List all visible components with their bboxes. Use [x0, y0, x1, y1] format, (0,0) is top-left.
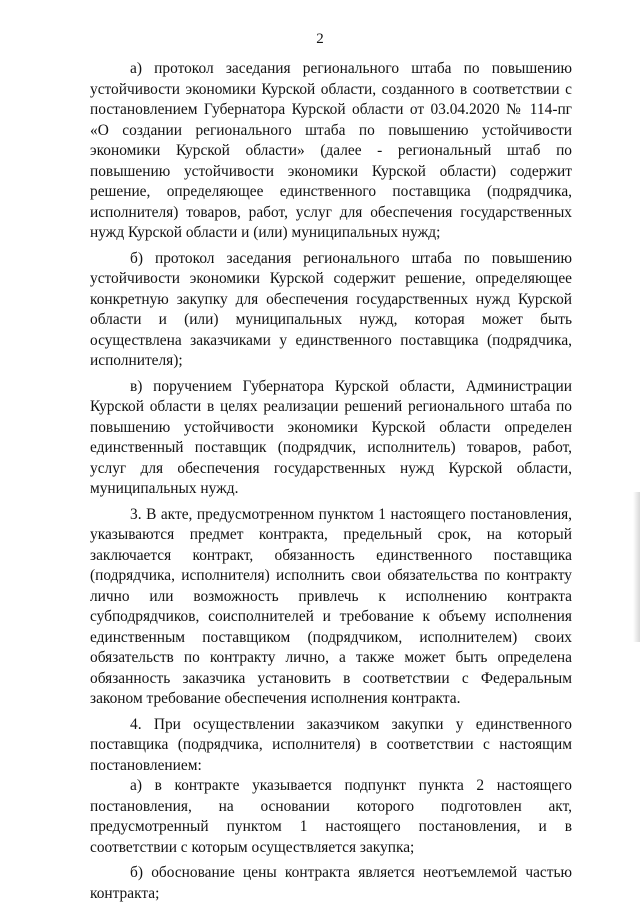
paragraph-3: 3. В акте, предусмотренном пунктом 1 настоящего постановления, указываются предмет контракта, предельный срок, на который заключается контракт, обязанность единственного поставщика (подрядчика, исполнителя) исполнить свои обязательства по контракту лично или возможность привлечь к исполнению контракта субподрядчиков, соисполнителей и требование к объему исполнения единственным поставщиком (подрядчиком, исполнителем) своих обязательств по контракту лично, а также может быть определена обязанность заказчика установить в соответствии с Федеральным законом требование обеспечения исполнения контракта.: [90, 505, 572, 707]
paragraph-2a: а) протокол заседания регионального штаба по повышению устойчивости экономики Курской области, созданного в соответствии с постановлением Губернатора Курской области от 03.04.2020 № 114-пг «О создании регионального штаба по повышению устойчивости экономики Курской области» (далее - региональный штаб по повышению устойчивости экономики Курской области) содержит решение, определяющее единственного поставщика (подрядчика, исполнителя) товаров, работ, услуг для обеспечения государственных нужд Курской области и (или) муниципальных нужд;: [90, 60, 572, 241]
paragraph-2c: в) поручением Губернатора Курской области, Администрации Курской области в целях реализации решений регионального штаба по повышению устойчивости экономики Курской области определен единственный поставщик (подрядчик, исполнитель) товаров, работ, услуг для обеспечения государственных нужд Курской области, муниципальных нужд.: [90, 377, 572, 497]
paragraph-4: 4. При осуществлении заказчиком закупки у единственного поставщика (подрядчика, исполнителя) в соответствии с настоящим постановлением:: [90, 715, 572, 774]
paragraph-4b: б) обоснование цены контракта является неотъемлемой частью контракта;: [90, 864, 572, 902]
scan-edge-shadow: [633, 492, 640, 642]
page-number: 2: [316, 31, 324, 47]
document-body: [90, 59, 572, 909]
paragraph-4a: а) в контракте указывается подпункт пункта 2 настоящего постановления, на основании которого подготовлен акт, предусмотренный пунктом 1 настоящего постановления, и в соответствии с которым осуществляется закупка;: [90, 777, 572, 856]
paragraph-2b: б) протокол заседания регионального штаба по повышению устойчивости экономики Курской содержит решение, определяющее конкретную закупку для обеспечения государственных нужд Курской области и (или) муниципальных нужд, которая может быть осуществлена заказчиками у единственного поставщика (подрядчика, исполнителя);: [90, 249, 572, 369]
